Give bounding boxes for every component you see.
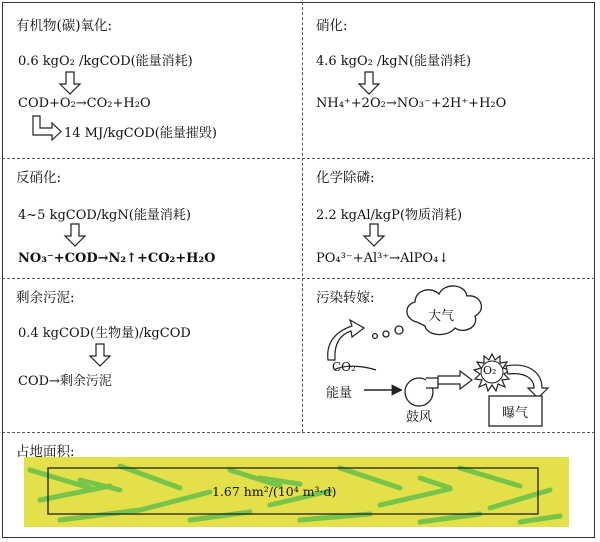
co2-label: CO₂	[332, 360, 356, 374]
reaction-text: PO₄³⁻+Al³⁺→AlPO₄↓	[316, 251, 450, 266]
panel-title: 污染转嫁:	[316, 290, 375, 306]
blower-label: 鼓风	[406, 410, 433, 425]
bent-arrow-icon	[33, 116, 61, 140]
energy-label: 能量	[326, 386, 353, 401]
land-area-value: 1.67 hm²/(10⁴ m³·d)	[212, 484, 337, 499]
output-text: 14 MJ/kgCOD(能量摧毁)	[64, 126, 217, 141]
panel-title: 剩余污泥:	[16, 290, 75, 306]
down-arrow-icon	[364, 224, 384, 246]
panel-title: 硝化:	[316, 18, 348, 34]
reaction-text: NO₃⁻+COD→N₂↑+CO₂+H₂O	[18, 251, 216, 266]
reaction-text: NH₄⁺+2O₂→NO₃⁻+2H⁺+H₂O	[316, 96, 507, 111]
panel-title: 反硝化:	[16, 170, 62, 186]
down-arrow-icon	[359, 72, 379, 94]
right-arrow-icon	[438, 371, 472, 389]
down-arrow-icon	[65, 224, 85, 246]
curved-arrow-icon	[506, 365, 548, 398]
aeration-label: 曝气	[502, 406, 529, 421]
reaction-text: COD→剩余污泥	[18, 374, 112, 389]
o2-label: O₂	[483, 364, 497, 377]
consumption-text: 4~5 kgCOD/kgN(能量消耗)	[18, 208, 191, 223]
atmosphere-label: 大气	[428, 309, 455, 324]
blower-icon	[405, 378, 438, 406]
reaction-text: COD+O₂→CO₂+H₂O	[18, 96, 151, 111]
consumption-text: 4.6 kgO₂ /kgN(能量消耗)	[316, 54, 472, 69]
panel-title: 占地面积:	[16, 444, 75, 460]
panel-title: 化学除磷:	[316, 170, 375, 186]
consumption-text: 0.6 kgO₂ /kgCOD(能量消耗)	[18, 54, 193, 69]
down-arrow-icon	[60, 72, 80, 94]
curved-arrow-icon	[328, 320, 364, 360]
consumption-text: 2.2 kgAl/kgP(物质消耗)	[316, 208, 463, 223]
production-text: 0.4 kgCOD(生物量)/kgCOD	[18, 326, 191, 341]
panel-title: 有机物(碳)氧化:	[16, 18, 113, 34]
down-arrow-icon	[90, 344, 110, 366]
